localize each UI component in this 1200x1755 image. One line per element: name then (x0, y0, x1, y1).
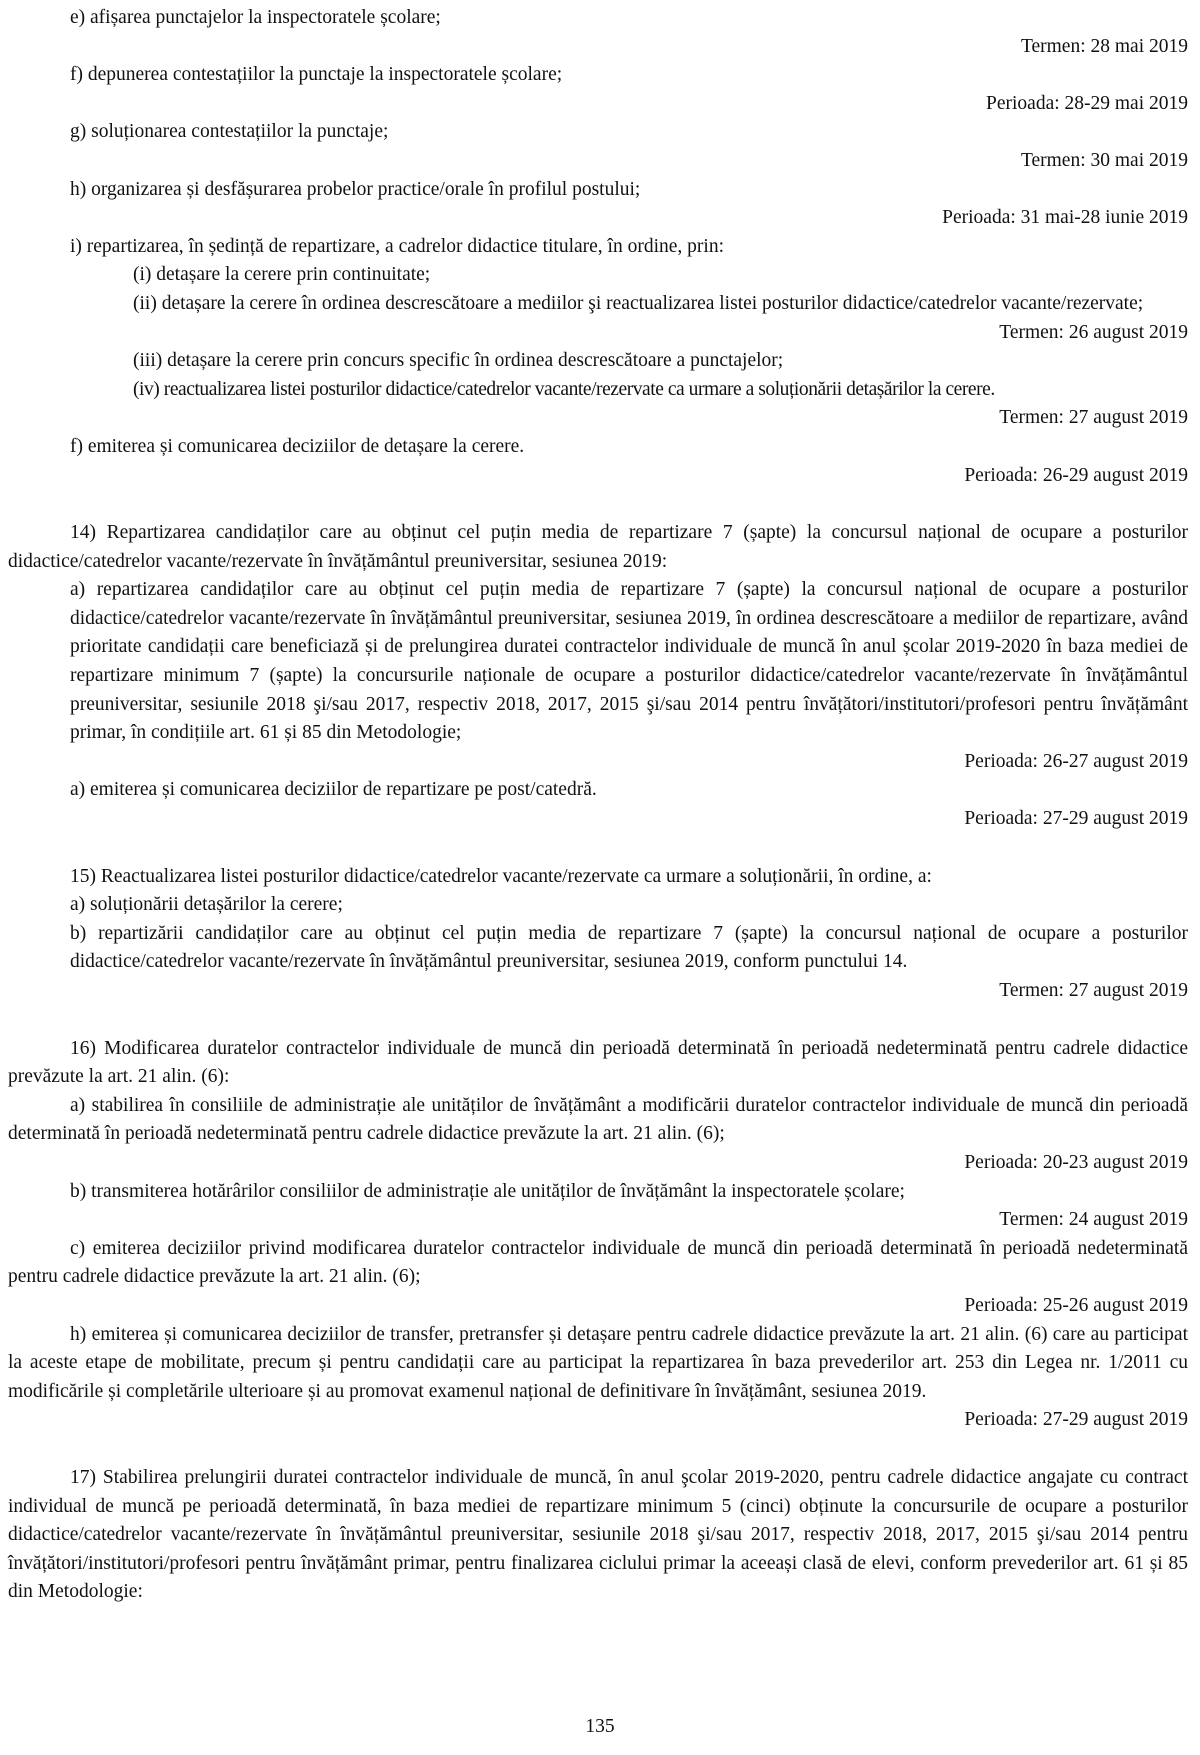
section-16-deadline-h: Perioada: 27-29 august 2019 (964, 1409, 1188, 1431)
section-16-deadline-b: Termen: 24 august 2019 (999, 1209, 1188, 1231)
item-i-sub-4: (iv) reactualizarea listei posturilor didactice/catedrelor vacante/rezervate ca urmare a soluționării detașărilor la cerere. (133, 378, 995, 400)
item-e: e) afișarea punctajelor la inspectoratele școlare; (70, 7, 441, 28)
section-14-item-a: a) repartizarea candidaților care au obținut cel puțin media de repartizare 7 (șapte) la concursul național de ocupare a posturilor didactice/catedrelor vacante/rezervate în învățământul preuniversitar, sesiunea 2019, în ordinea descrescătoare a mediilor de repartizare, având prioritate candidații care beneficiază și de prelungirea duratei contractelor individuale de muncă în anul școlar 2019-2020 în baza mediei de repartizare minimum 7 (șapte) la concursurile naționale de ocupare a posturilor didactice/catedrelor vacante/rezervate în învățământul preuniversitar, sesiunile 2018 şi/sau 2017, respectiv 2018, 2017, 2015 şi/sau 2014 pentru învățători/institutori/profesori pentru învățământ primar, în condițiile art. 61 și 85 din Metodologie; (70, 579, 1188, 744)
item-h: h) organizarea și desfășurarea probelor practice/orale în profilul postului; (70, 178, 641, 200)
item-f: f) depunerea contestațiilor la punctaje la inspectoratele școlare; (70, 64, 563, 86)
deadline-f: Perioada: 28-29 mai 2019 (986, 92, 1188, 114)
section-15-deadline: Termen: 27 august 2019 (999, 980, 1188, 1001)
item-i-sub-3: (iii) detașare la cerere prin concurs specific în ordinea descrescătoare a punctajelor; (133, 350, 784, 372)
deadline-g: Termen: 30 mai 2019 (1020, 149, 1188, 171)
section-15-item-b: b) repartizării candidaților care au obținut cel puțin media de repartizare 7 (șapte) la concursul național de ocupare a posturilor didactice/catedrelor vacante/rezervate în învățământul preuniversitar, sesiunea 2019, conform punctului 14. (70, 922, 1188, 973)
section-16-deadline-c: Perioada: 25-26 august 2019 (964, 1294, 1188, 1316)
deadline-i-sub-2: Termen: 26 august 2019 (999, 321, 1188, 343)
section-16-item-h: h) emiterea și comunicarea deciziilor de transfer, pretransfer și detașare pentru cadrele didactice prevăzute la art. 21 alin. (6) care au participat la aceste etape de mobilitate, precum și pentru candidații care au participat la repartizarea în baza prevederilor art. 253 din Legea nr. 1/2011 cu modificările și completările ulterioare și au promovat examenul național de definitivare în învățământ, sesiunea 2019. (8, 1323, 1188, 1402)
section-16-item-a: a) stabilirea în consiliile de administrație ale unităților de învățământ a modificării duratelor contractelor individuale de muncă din perioadă determinată în perioadă nedeterminată pentru cadrele didactice prevăzute la art. 21 alin. (6); (8, 1094, 1188, 1145)
section-16-heading: 16) Modificarea duratelor contractelor individuale de muncă din perioadă determinată în perioadă nedeterminată pentru cadrele didactice prevăzute la art. 21 alin. (6): (8, 1037, 1188, 1088)
item-i: i) repartizarea, în ședință de repartizare, a cadrelor didactice titulare, în ordine, prin: (70, 235, 724, 257)
section-14-item-a2: a) emiterea și comunicarea deciziilor de repartizare pe post/catedră. (70, 779, 597, 801)
section-16-item-c: c) emiterea deciziilor privind modificarea duratelor contractelor individuale de muncă din perioadă determinată în perioadă nedeterminată pentru cadrele didactice prevăzute la art. 21 alin. (6); (8, 1237, 1188, 1288)
item-g: g) soluționarea contestațiilor la punctaje; (70, 121, 389, 143)
deadline-f-detasare: Perioada: 26-29 august 2019 (964, 464, 1188, 486)
item-f-detasare: f) emiterea și comunicarea deciziilor de detașare la cerere. (70, 435, 525, 457)
section-14-deadline-a: Perioada: 26-27 august 2019 (964, 750, 1188, 772)
deadline-i-sub-4: Termen: 27 august 2019 (999, 407, 1188, 429)
item-i-sub-2: (ii) detașare la cerere în ordinea descrescătoare a mediilor şi reactualizarea listei posturilor didactice/catedrelor vacante/rezervate; (133, 292, 1144, 314)
section-16-item-b: b) transmiterea hotărârilor consiliilor de administrație ale unităților de învățământ la inspectoratele școlare; (70, 1180, 905, 1202)
section-15-heading: 15) Reactualizarea listei posturilor didactice/catedrelor vacante/rezervate ca urmare a soluționării, în ordine, a: (70, 865, 932, 887)
section-16-deadline-a: Perioada: 20-23 august 2019 (964, 1151, 1188, 1173)
item-i-sub-1: (i) detașare la cerere prin continuitate; (133, 264, 431, 286)
deadline-e: Termen: 28 mai 2019 (1020, 35, 1188, 57)
section-14-heading: 14) Repartizarea candidaților care au obținut cel puțin media de repartizare 7 (șapte) la concursul național de ocupare a posturilor didactice/catedrelor vacante/rezervate în învățământul preuniversitar, sesiunea 2019: (8, 522, 1188, 572)
section-15-item-a: a) soluționării detașărilor la cerere; (70, 894, 343, 916)
section-14-deadline-a2: Perioada: 27-29 august 2019 (964, 808, 1188, 830)
document-body (8, 4, 1188, 1607)
deadline-h: Perioada: 31 mai-28 iunie 2019 (942, 207, 1188, 229)
page-number: 135 (585, 1716, 615, 1737)
section-17-heading: 17) Stabilirea prelungirii duratei contractelor individuale de muncă, în anul şcolar 2019-2020, pentru cadrele didactice angajate cu contract individual de muncă pe perioadă determinată, în baza mediei de repartizare minimum 5 (cinci) obținute la concursurile de ocupare a posturilor didactice/catedrelor vacante/rezervate în învățământul preuniversitar, sesiunile 2018 şi/sau 2017, respectiv 2018, 2017, 2015 şi/sau 2014 pentru învățători/institutori/profesori pentru învățământ primar, pentru finalizarea ciclului primar la aceeași clasă de elevi, conform prevederilor art. 61 și 85 din Metodologie: (8, 1466, 1188, 1603)
